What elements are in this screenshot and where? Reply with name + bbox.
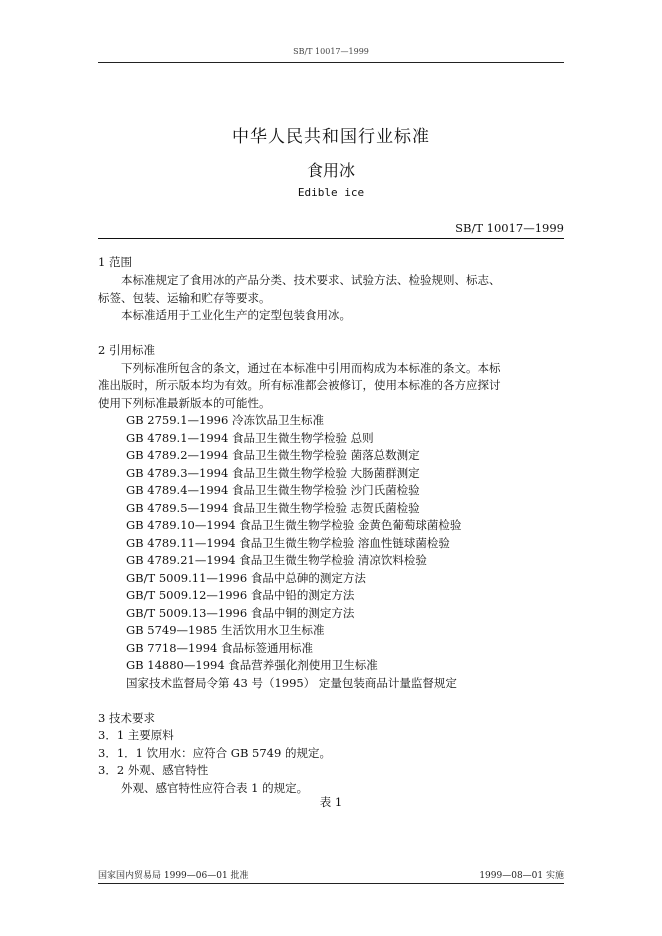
- footer-implementation: 1999—08—01 实施: [479, 871, 564, 881]
- section-2-intro-line3: 使用下列标准最新版本的可能性。: [98, 396, 271, 410]
- reference-item: GB 4789.21—1994 食品卫生微生物学检验 清凉饮料检验: [126, 553, 427, 567]
- reference-item: GB/T 5009.12—1996 食品中铅的测定方法: [126, 588, 355, 602]
- section-3-heading: 3 技术要求: [98, 711, 155, 725]
- reference-item: GB 4789.10—1994 食品卫生微生物学检验 金黄色葡萄球菌检验: [126, 518, 462, 532]
- reference-item: GB/T 5009.13—1996 食品中铜的测定方法: [126, 606, 355, 620]
- header-rule: [98, 62, 564, 63]
- standard-name-en: Edible ice: [297, 186, 365, 199]
- reference-item: GB/T 5009.11—1996 食品中总砷的测定方法: [126, 571, 366, 585]
- title-rule: [98, 238, 564, 239]
- reference-item: GB 5749—1985 生活饮用水卫生标准: [126, 623, 325, 637]
- section-1-heading: 1 范围: [98, 255, 132, 269]
- footer-approval: 国家国内贸易局 1999—06—01 批准: [98, 871, 249, 881]
- standard-name-cn: 食用冰: [306, 161, 355, 180]
- page-header-code: SB/T 10017—1999: [293, 47, 369, 56]
- reference-item: GB 2759.1—1996 冷冻饮品卫生标准: [126, 413, 324, 427]
- section-1-para1-line2: 标签、包装、运输和贮存等要求。: [98, 291, 271, 305]
- section-2-intro-line1: 下列标准所包含的条文，通过在本标准中引用而构成为本标准的条文。本标: [121, 361, 501, 375]
- reference-item: GB 7718—1994 食品标签通用标准: [126, 641, 313, 655]
- reference-item: GB 4789.4—1994 食品卫生微生物学检验 沙门氏菌检验: [126, 483, 420, 497]
- reference-item: GB 4789.11—1994 食品卫生微生物学检验 溶血性链球菌检验: [126, 536, 450, 550]
- table-caption: 表 1: [319, 795, 343, 809]
- section-3-2-text: 外观、感官特性应符合表 1 的规定。: [121, 781, 309, 795]
- reference-item: GB 4789.2—1994 食品卫生微生物学检验 菌落总数测定: [126, 448, 420, 462]
- footer-rule: [98, 883, 564, 884]
- section-1-para1-line1: 本标准规定了食用冰的产品分类、技术要求、试验方法、检验规则、标志、: [121, 273, 501, 287]
- section-2-intro-line2: 准出版时，所示版本均为有效。所有标准都会被修订，使用本标准的各方应探讨: [98, 378, 501, 392]
- section-2-heading: 2 引用标准: [98, 343, 155, 357]
- reference-item: 国家技术监督局令第 43 号（1995） 定量包装商品计量监督规定: [126, 676, 457, 690]
- reference-item: GB 4789.3—1994 食品卫生微生物学检验 大肠菌群测定: [126, 466, 420, 480]
- section-3-1-1-text: 3．1．1 饮用水：应符合 GB 5749 的规定。: [98, 746, 331, 760]
- reference-item: GB 14880—1994 食品营养强化剂使用卫生标准: [126, 658, 378, 672]
- standard-code: SB/T 10017—1999: [455, 221, 564, 235]
- reference-item: GB 4789.1—1994 食品卫生微生物学检验 总则: [126, 431, 374, 445]
- document-title: 中华人民共和国行业标准: [232, 127, 430, 147]
- reference-item: GB 4789.5—1994 食品卫生微生物学检验 志贺氏菌检验: [126, 501, 420, 515]
- section-1-para2: 本标准适用于工业化生产的定型包装食用冰。: [121, 308, 351, 322]
- section-3-2-heading: 3．2 外观、感官特性: [98, 763, 209, 777]
- section-3-1-heading: 3．1 主要原料: [98, 728, 174, 742]
